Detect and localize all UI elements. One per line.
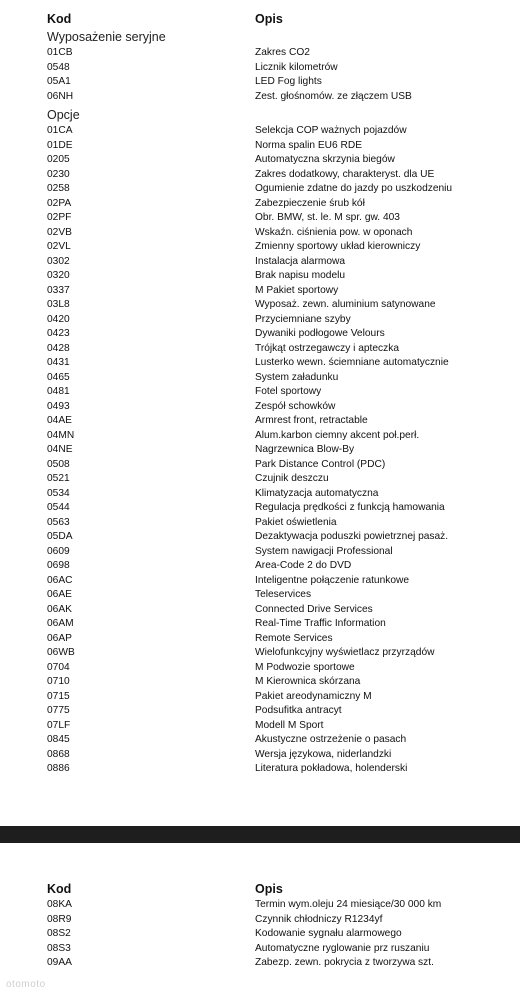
option-code: 04NE (47, 444, 73, 455)
table-row (47, 197, 520, 212)
option-description: Termin wym.oleju 24 miesiące/30 000 km (255, 899, 442, 910)
additional-options-list (47, 898, 520, 971)
option-description: M Kierownica skórzana (255, 676, 361, 687)
option-code: 0230 (47, 168, 70, 180)
table-row (47, 284, 520, 299)
options-list (47, 124, 520, 777)
option-code: 09AA (47, 957, 72, 968)
option-description: Zabezpieczenie śrub kół (255, 197, 365, 209)
standard-equipment-list (47, 46, 520, 104)
option-description: Automatyczna skrzynia biegów (255, 154, 395, 165)
option-code: 0544 (47, 502, 70, 513)
option-code: 0431 (47, 357, 70, 368)
table-row (47, 385, 520, 400)
option-code: 0465 (47, 371, 70, 383)
option-description: Wyposaż. zewn. aluminium satynowane (255, 299, 436, 310)
option-code: 0508 (47, 458, 70, 470)
table-row (47, 356, 520, 371)
table-row (47, 690, 520, 705)
table-row (47, 762, 520, 777)
option-description: Dywaniki podłogowe Velours (255, 328, 385, 339)
table-row (47, 211, 520, 226)
table-row (47, 927, 520, 942)
column-header-description: Opis (255, 882, 283, 896)
option-code: 0521 (47, 473, 70, 484)
table-header (47, 12, 520, 30)
table-row (47, 487, 520, 502)
option-description: Zakres CO2 (255, 47, 310, 58)
table-row (47, 46, 520, 61)
option-description: Trójkąt ostrzegawczy i apteczka (255, 342, 399, 354)
option-description: Przyciemniane szyby (255, 313, 351, 325)
option-code: 0563 (47, 516, 70, 528)
option-code: 0481 (47, 386, 70, 397)
option-description: Klimatyzacja automatyczna (255, 487, 379, 499)
table-row (47, 139, 520, 154)
option-code: 0704 (47, 661, 70, 673)
table-row (47, 733, 520, 748)
table-row (47, 748, 520, 763)
table-row (47, 327, 520, 342)
option-code: 0698 (47, 560, 70, 571)
option-description: Zmienny sportowy układ kierowniczy (255, 241, 421, 252)
option-code: 0868 (47, 748, 70, 760)
option-code: 06NH (47, 90, 74, 102)
table-row (47, 168, 520, 183)
option-code: 08S2 (47, 928, 71, 939)
watermark-logo: otomoto (6, 979, 46, 990)
table-row (47, 516, 520, 531)
option-code: 02PF (47, 212, 72, 223)
option-description: Zespół schowków (255, 400, 336, 412)
table-row (47, 371, 520, 386)
table-row (47, 574, 520, 589)
option-code: 0428 (47, 342, 70, 354)
option-description: Teleservices (255, 589, 312, 600)
option-description: Connected Drive Services (255, 603, 373, 615)
option-description: System załadunku (255, 371, 339, 383)
option-description: Wersja językowa, niderlandzki (255, 748, 392, 760)
option-description: Automatyczne ryglowanie prz ruszaniu (255, 942, 430, 954)
option-code: 06AK (47, 603, 72, 615)
option-description: Wskaźn. ciśnienia pow. w oponach (255, 226, 413, 238)
option-description: Instalacja alarmowa (255, 255, 346, 267)
table-row (47, 559, 520, 574)
table-row (47, 255, 520, 270)
option-description: Armrest front, retractable (255, 415, 368, 426)
document-page-2 (0, 843, 520, 1000)
column-header-code: Kod (47, 882, 72, 896)
table-row (47, 400, 520, 415)
option-code: 02VL (47, 241, 71, 252)
table-row (47, 956, 520, 971)
table-row (47, 913, 520, 928)
option-code: 0534 (47, 487, 70, 499)
table-row (47, 588, 520, 603)
option-description: Regulacja prędkości z funkcją hamowania (255, 502, 445, 513)
option-code: 0715 (47, 690, 70, 702)
option-description: LED Fog lights (255, 76, 322, 87)
option-code: 05A1 (47, 76, 71, 87)
table-row (47, 501, 520, 516)
option-code: 07LF (47, 719, 71, 731)
option-code: 0337 (47, 284, 70, 296)
table-row (47, 414, 520, 429)
table-row (47, 153, 520, 168)
column-header-code: Kod (47, 12, 72, 26)
table-row (47, 124, 520, 139)
option-code: 03L8 (47, 299, 70, 310)
option-description: Kodowanie sygnału alarmowego (255, 928, 402, 939)
option-description: Pakiet areodynamiczny M (255, 690, 372, 702)
table-row (47, 298, 520, 313)
option-description: Zabezp. zewn. pokrycia z tworzywa szt. (255, 957, 434, 968)
option-description: Area-Code 2 do DVD (255, 560, 352, 571)
option-description: Zakres dodatkowy, charakteryst. dla UE (255, 168, 435, 180)
option-code: 0775 (47, 705, 70, 716)
option-code: 06AM (47, 618, 74, 629)
option-code: 0710 (47, 676, 70, 687)
table-row (47, 443, 520, 458)
table-row (47, 90, 520, 105)
option-description: Zest. głośnomów. ze złączem USB (255, 90, 412, 102)
table-row (47, 458, 520, 473)
option-description: M Pakiet sportowy (255, 284, 339, 296)
option-description: Czujnik deszczu (255, 473, 329, 484)
option-description: Lusterko wewn. ściemniane automatycznie (255, 357, 449, 368)
table-row (47, 472, 520, 487)
option-code: 02PA (47, 197, 72, 209)
option-description: Dezaktywacja poduszki powietrznej pasaż. (255, 531, 449, 542)
page-divider (0, 826, 520, 843)
option-description: Park Distance Control (PDC) (255, 458, 386, 470)
option-code: 0320 (47, 270, 70, 281)
option-code: 01CB (47, 47, 73, 58)
option-code: 0423 (47, 328, 70, 339)
table-row (47, 632, 520, 647)
table-row (47, 61, 520, 76)
table-row (47, 719, 520, 734)
table-row (47, 269, 520, 284)
table-row (47, 675, 520, 690)
option-description: Wielofunkcyjny wyświetlacz przyrządów (255, 647, 435, 658)
option-description: Podsufitka antracyt (255, 705, 342, 716)
table-row (47, 704, 520, 719)
option-code: 01DE (47, 139, 73, 151)
option-code: 04AE (47, 415, 72, 426)
option-code: 0493 (47, 400, 70, 412)
column-header-description: Opis (255, 12, 283, 26)
option-description: Licznik kilometrów (255, 61, 338, 73)
option-code: 0845 (47, 734, 70, 745)
option-code: 06AC (47, 574, 73, 586)
table-row (47, 429, 520, 444)
option-code: 0548 (47, 61, 70, 73)
option-description: System nawigacji Professional (255, 545, 393, 557)
option-description: Literatura pokładowa, holenderski (255, 763, 408, 774)
option-description: Fotel sportowy (255, 386, 322, 397)
option-code: 06AP (47, 632, 72, 644)
option-code: 0420 (47, 313, 70, 325)
option-description: Norma spalin EU6 RDE (255, 139, 363, 151)
option-description: Czynnik chłodniczy R1234yf (255, 913, 383, 925)
table-row (47, 342, 520, 357)
table-row (47, 646, 520, 661)
table-row (47, 603, 520, 618)
option-description: Remote Services (255, 632, 333, 644)
option-description: Real-Time Traffic Information (255, 618, 386, 629)
option-description: Selekcja COP ważnych pojazdów (255, 125, 407, 136)
option-code: 0609 (47, 545, 70, 557)
option-code: 08KA (47, 899, 72, 910)
option-description: Obr. BMW, st. le. M spr. gw. 403 (255, 212, 400, 223)
table-row (47, 898, 520, 913)
table-row (47, 661, 520, 676)
option-code: 06AE (47, 589, 72, 600)
table-row (47, 617, 520, 632)
option-code: 06WB (47, 647, 75, 658)
option-description: Inteligentne połączenie ratunkowe (255, 574, 410, 586)
table-row (47, 530, 520, 545)
option-description: Pakiet oświetlenia (255, 516, 337, 528)
option-code: 0302 (47, 255, 70, 267)
section-title-options: Opcje (47, 108, 80, 122)
option-code: 0258 (47, 183, 70, 194)
option-code: 05DA (47, 531, 73, 542)
table-row (47, 545, 520, 560)
table-row (47, 240, 520, 255)
option-code: 02VB (47, 226, 72, 238)
option-description: Akustyczne ostrzeżenie o pasach (255, 734, 407, 745)
section-title-standard-equipment: Wyposażenie seryjne (47, 30, 166, 44)
table-row (47, 313, 520, 328)
option-code: 0886 (47, 763, 70, 774)
option-description: Alum.karbon ciemny akcent poł.perł. (255, 429, 420, 441)
option-code: 08R9 (47, 913, 72, 925)
option-description: M Podwozie sportowe (255, 661, 355, 673)
option-description: Modell M Sport (255, 719, 324, 731)
option-description: Nagrzewnica Blow-By (255, 444, 355, 455)
option-code: 0205 (47, 154, 70, 165)
option-code: 01CA (47, 125, 73, 136)
table-row (47, 75, 520, 90)
table-row (47, 226, 520, 241)
option-code: 08S3 (47, 942, 71, 954)
table-row (47, 182, 520, 197)
option-code: 04MN (47, 429, 75, 441)
option-description: Ogumienie zdatne do jazdy po uszkodzeniu (255, 183, 453, 194)
table-row (47, 942, 520, 957)
option-description: Brak napisu modelu (255, 270, 346, 281)
